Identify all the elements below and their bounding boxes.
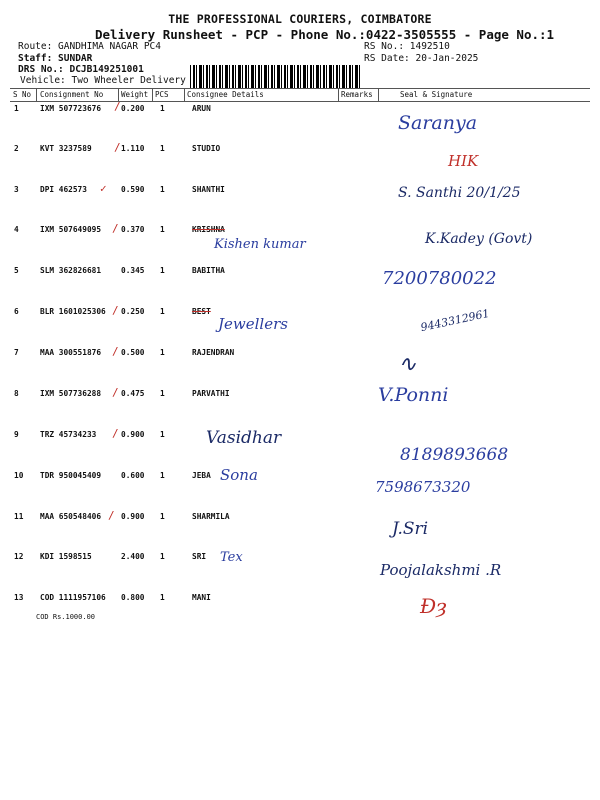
row-weight: 0.500 [121,348,145,357]
tick-mark: ✓ [100,182,107,195]
row-pcs: 1 [160,104,165,113]
row-consignment: MAA 650548406 [40,512,102,521]
row-sno: 4 [14,225,19,234]
row-weight: 0.200 [121,104,145,113]
vehicle-label: Vehicle: Two Wheeler Delivery [20,75,186,86]
row-consignee: KRISHNA [192,225,225,234]
signature-row-9: 8189893668 [400,445,509,465]
row-consignment: IXM 507736288 [40,389,102,398]
row-consignment: SLM 362826681 [40,266,102,275]
signature-row-10: 7598673320 [375,478,471,496]
rs-date-label: RS Date: 20-Jan-2025 [364,53,479,64]
signature-row-13: Ɖȝ [420,594,447,618]
handwriting-row-6-name: Jewellers [218,315,288,333]
row-sno: 5 [14,266,19,275]
row-sno: 3 [14,185,19,194]
col-header-consignment: Consignment No [40,90,104,99]
company-title: THE PROFESSIONAL COURIERS, COIMBATORE [168,12,432,26]
route-label: Route: GANDHIMA NAGAR PC4 [18,41,161,52]
tick-mark: / [114,100,121,113]
row-weight: 0.900 [121,430,145,439]
rs-no-label: RS No.: 1492510 [364,41,450,52]
row-consignment: KVT 3237589 [40,144,92,153]
row-consignment: BLR 1601025306 [40,307,106,316]
handwriting-row-4-name: Kishen kumar [214,237,306,252]
barcode [190,65,360,89]
col-divider [152,88,153,102]
signature-row-2: HIK [448,152,479,170]
row-sno: 6 [14,307,19,316]
col-header-signature: Seal & Signature [400,90,473,99]
row-weight: 1.110 [121,144,145,153]
row-sno: 11 [14,512,24,521]
row-sno: 12 [14,552,24,561]
row-sno: 13 [14,593,24,602]
row-consignment: IXM 507649095 [40,225,102,234]
row-weight: 0.800 [121,593,145,602]
row-consignee: BEST [192,307,211,316]
row-pcs: 1 [160,307,165,316]
row-pcs: 1 [160,144,165,153]
row-consignee: ARUN [192,104,211,113]
row-pcs: 1 [160,593,165,602]
signature-row-1: Saranya [398,112,478,134]
row-consignee: SHARMILA [192,512,230,521]
row-pcs: 1 [160,552,165,561]
row-weight: 0.600 [121,471,145,480]
tick-mark: / [112,427,119,440]
signature-row-7: ∿ [398,352,417,377]
runsheet-title: Delivery Runsheet - PCP - Phone No.:0422-3505555 - Page No.:1 [95,27,555,42]
row-weight: 2.400 [121,552,145,561]
tick-mark: / [108,509,115,522]
row-sno: 1 [14,104,19,113]
handwriting-row-12-name: Tex [220,550,243,565]
col-header-consignee: Consignee Details [187,90,264,99]
row-weight: 0.345 [121,266,145,275]
signature-row-11: J.Sri [392,519,429,539]
col-divider [338,88,339,102]
signature-row-6: 9443312961 [419,306,491,335]
staff-label: Staff: SUNDAR [18,53,93,64]
signature-row-5: 7200780022 [382,268,497,289]
row-weight: 0.475 [121,389,145,398]
col-header-weight: Weight [121,90,149,99]
signature-row-3: S. Santhi 20/1/25 [398,185,521,201]
row-consignee: SRI [192,552,207,561]
col-header-pcs: PCS [155,90,169,99]
row-weight: 0.590 [121,185,145,194]
col-divider [36,88,37,102]
handwriting-row-10-name: Sona [220,466,258,484]
row-pcs: 1 [160,389,165,398]
tick-mark: / [112,386,119,399]
row-consignee: JEBA [192,471,211,480]
row-consignee: MANI [192,593,211,602]
row-pcs: 1 [160,512,165,521]
row-pcs: 1 [160,348,165,357]
row-sno: 10 [14,471,24,480]
row-weight: 0.900 [121,512,145,521]
row-pcs: 1 [160,430,165,439]
tick-mark: / [112,304,119,317]
row-consignment: TDR 950045409 [40,471,102,480]
row-pcs: 1 [160,266,165,275]
row-sno: 8 [14,389,19,398]
row-consignment: KDI 1598515 [40,552,92,561]
row-consignee: STUDIO [192,144,221,153]
row-consignee: RAJENDRAN [192,348,235,357]
row-consignee: PARVATHI [192,389,230,398]
row-consignment: TRZ 45734233 [40,430,97,439]
col-header-sno: S No [13,90,32,99]
col-divider [184,88,185,102]
signature-row-4: K.Kadey (Govt) [425,231,533,247]
row-consignee: SHANTHI [192,185,225,194]
table-top-rule [10,88,590,89]
row-consignment: MAA 300551876 [40,348,102,357]
row-weight: 0.370 [121,225,145,234]
tick-mark: / [112,345,119,358]
row-pcs: 1 [160,225,165,234]
col-header-remarks: Remarks [341,90,373,99]
row-consignment: COD 1111957106 [40,593,106,602]
row-weight: 0.250 [121,307,145,316]
table-header-rule [10,101,590,102]
row-sno: 9 [14,430,19,439]
cod-note: COD Rs.1000.00 [36,613,96,621]
drs-label: DRS No.: DCJB149251001 [18,64,144,75]
tick-mark: / [114,141,121,154]
row-sno: 2 [14,144,19,153]
row-consignment: IXM 507723676 [40,104,102,113]
row-pcs: 1 [160,185,165,194]
signature-row-12: Poojalakshmi .R [380,561,502,579]
row-consignee: BABITHA [192,266,225,275]
signature-row-8: V.Ponni [378,384,449,406]
handwriting-row-9-name: Vasidhar [206,428,282,448]
col-divider [378,88,379,102]
row-pcs: 1 [160,471,165,480]
row-sno: 7 [14,348,19,357]
tick-mark: / [112,222,119,235]
row-consignment: DPI 462573 [40,185,87,194]
